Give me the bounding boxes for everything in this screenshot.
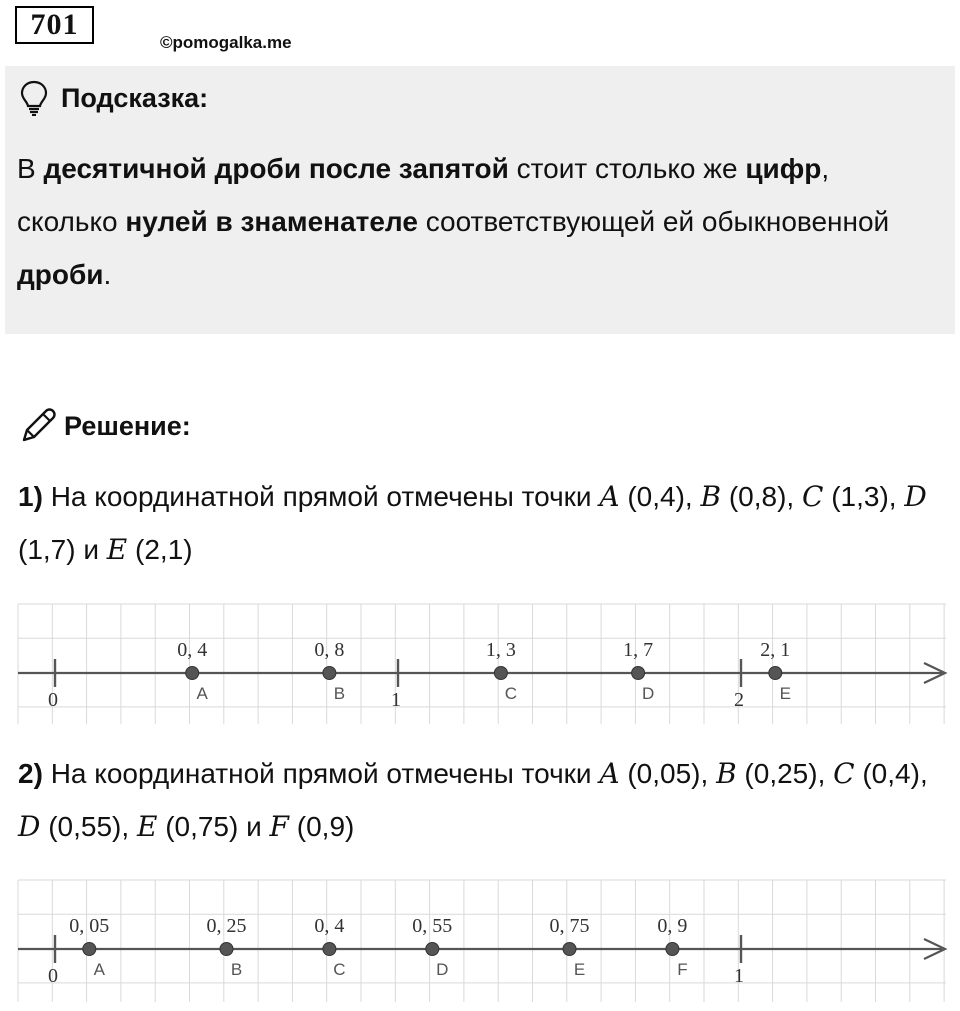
part-number: 2)	[18, 758, 43, 789]
hint-bold-phrase: нулей в знаменателе	[125, 206, 418, 237]
point-value-label: 1, 3	[485, 639, 516, 661]
point-name-label: B	[333, 684, 346, 703]
tick-label: 0	[48, 965, 58, 987]
solution-title: Решение:	[64, 410, 191, 441]
point-value-label: 0, 9	[657, 915, 688, 937]
point-coord: (1,3)	[831, 481, 889, 512]
point-letter: C	[833, 757, 855, 790]
point-coord: (0,05)	[627, 758, 701, 789]
point-marker	[563, 943, 576, 956]
point-coord: (0,4)	[862, 758, 920, 789]
point-marker	[83, 943, 96, 956]
hint-bold-phrase: десятичной дроби после запятой	[43, 153, 509, 184]
point-value-label: 0, 05	[69, 915, 110, 937]
point-letter: A	[599, 757, 620, 790]
point-letter: F	[269, 810, 289, 843]
point-letter: D	[18, 810, 41, 843]
hint-title: Подсказка:	[61, 82, 209, 113]
point-marker	[323, 943, 336, 956]
point-letter: D	[904, 480, 927, 513]
point-value-label: 0, 4	[314, 915, 345, 937]
hint-box	[5, 66, 955, 334]
point-coord: (0,25)	[744, 758, 818, 789]
tick-label: 1	[734, 965, 744, 987]
part-statement: На координатной прямой отмечены точки	[50, 481, 592, 512]
tick-label: 2	[734, 689, 744, 711]
point-coord: (1,7)	[18, 534, 76, 565]
number-line-1	[0, 600, 960, 725]
hint-phrase: соответствующей ей обыкновенной	[417, 206, 890, 237]
point-name-label: F	[677, 960, 688, 979]
point-coord: (0,75)	[165, 811, 239, 842]
point-value-label: 0, 75	[549, 915, 590, 937]
point-marker	[632, 667, 645, 680]
hint-phrase: , сколько	[17, 153, 830, 237]
point-marker	[220, 943, 233, 956]
point-name-label: E	[779, 684, 791, 703]
hint-bold-phrase: цифр	[745, 153, 822, 184]
point-name-label: A	[196, 684, 208, 703]
point-marker	[186, 667, 199, 680]
point-name-label: A	[93, 960, 105, 979]
point-name-label: B	[230, 960, 243, 979]
point-coord: (0,8)	[728, 481, 787, 512]
solution-header	[18, 406, 191, 446]
point-coord: (0,9)	[296, 811, 355, 842]
hint-text	[17, 142, 937, 301]
point-name-label: C	[333, 960, 346, 979]
point-letter: E	[136, 810, 158, 843]
conjunction: и	[83, 534, 99, 565]
point-value-label: 0, 25	[206, 915, 247, 937]
point-coord: (0,55)	[48, 811, 122, 842]
part-statement: На координатной прямой отмечены точки	[50, 758, 592, 789]
point-letter: B	[716, 757, 737, 790]
part-number: 1)	[18, 481, 43, 512]
point-marker	[769, 667, 782, 680]
point-letter: C	[801, 480, 824, 513]
point-name-label: D	[436, 960, 449, 979]
point-marker	[323, 667, 336, 680]
point-name-label: E	[573, 960, 586, 979]
point-value-label: 0, 4	[177, 639, 208, 661]
point-value-label: 1, 7	[623, 639, 654, 661]
number-line-2	[0, 875, 960, 1005]
point-letter: E	[106, 533, 128, 566]
hint-phrase: В	[17, 153, 44, 184]
pencil-icon	[18, 406, 58, 446]
point-letter: B	[700, 480, 722, 513]
point-coord: (0,4)	[627, 481, 685, 512]
part2-text: 2) На координатной прямой отмечены точки A (0,05), B (0,25), C (0,4), D (0,55), E (0,75) и F (0,9)	[18, 757, 928, 843]
hint-bold-phrase: дроби	[17, 259, 104, 290]
conjunction: и	[246, 811, 262, 842]
point-value-label: 2, 1	[760, 639, 791, 661]
hint-phrase: .	[103, 259, 112, 290]
hint-phrase: стоит столько же	[508, 153, 746, 184]
point-name-label: D	[641, 684, 655, 703]
hint-header	[19, 80, 208, 116]
point-marker	[666, 943, 679, 956]
part1-text: 1) На координатной прямой отмечены точки A (0,4), B (0,8), C (1,3), D (1,7) и E (2,1)	[18, 480, 927, 566]
watermark: ©pomogalka.me	[160, 33, 292, 52]
lightbulb-icon	[19, 80, 49, 116]
tick-label: 1	[391, 689, 401, 711]
point-marker	[426, 943, 439, 956]
tick-label: 0	[48, 689, 58, 711]
task-number: 701	[15, 6, 94, 44]
point-marker	[494, 667, 507, 680]
point-value-label: 0, 8	[314, 639, 345, 661]
point-value-label: 0, 55	[412, 915, 453, 937]
point-name-label: C	[504, 684, 518, 703]
point-letter: A	[599, 480, 620, 513]
point-coord: (2,1)	[135, 534, 193, 565]
